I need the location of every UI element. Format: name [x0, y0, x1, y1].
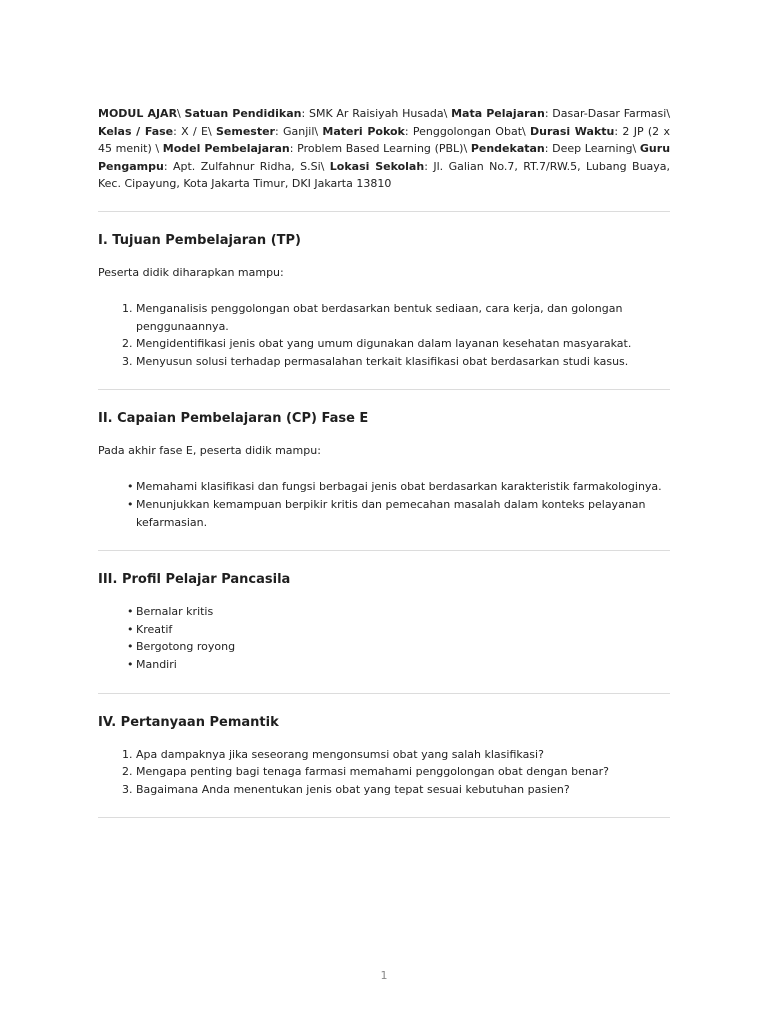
list-item: 2. Mengidentifikasi jenis obat yang umum digunakan dalam layanan kesehatan masyarakat. [122, 337, 632, 351]
list-item: • Kreatif [127, 622, 173, 636]
header-value: 2 JP (2 x 45 menit) [98, 124, 670, 156]
header-value: Jl. Galian No.7, RT.7/RW.5, Lubang Buaya, Kec. Cipayung, Kota Jakarta Timur, DKI Jakarta 13810 [98, 159, 671, 191]
numbered-list [98, 300, 670, 370]
header-value: Problem Based Learning (PBL) [297, 142, 464, 156]
header-value: Deep Learning [552, 142, 633, 156]
list-item: 3. Menyusun solusi terhadap permasalahan terkait klasifikasi obat berdasarkan studi kasus. [122, 354, 629, 368]
section-title: III. Profil Pelajar Pancasila [98, 572, 291, 588]
section-title: I. Tujuan Pembelajaran (TP) [98, 232, 301, 248]
header-label: Kelas / Fase [98, 124, 174, 138]
section-title: II. Capaian Pembelajaran (CP) Fase E [98, 411, 369, 427]
list-item: • Menunjukkan kemampuan berpikir kritis dan pemecahan masalah dalam konteks pelayanan kefarmasian. [127, 497, 646, 529]
divider [98, 817, 670, 818]
section-tujuan-pembelajaran [98, 212, 670, 370]
document-page [98, 97, 670, 818]
header-value: Penggolongan Obat [412, 124, 523, 138]
header-label: MODUL AJAR [98, 107, 178, 120]
list-item: 1. Menganalisis penggolongan obat berdasarkan bentuk sediaan, cara kerja, dan golongan penggunaannya. [122, 301, 623, 333]
numbered-list [98, 746, 670, 799]
section-title: IV. Pertanyaan Pemantik [98, 714, 279, 730]
bullet-list [98, 478, 670, 531]
header-label: Satuan Pendidikan [184, 107, 302, 120]
header-value: Apt. Zulfahnur Ridha, S.Si [172, 159, 321, 173]
list-item: 3. Bagaimana Anda menentukan jenis obat yang tepat sesuai kebutuhan pasien? [122, 782, 570, 796]
bullet-list [98, 603, 670, 673]
page-number: 1 [380, 969, 388, 982]
section-profil-pelajar [98, 551, 670, 673]
header-value: SMK Ar Raisiyah Husada [308, 107, 444, 120]
section-capaian-pembelajaran [98, 390, 670, 531]
section-intro: Peserta didik diharapkan mampu: [98, 265, 284, 279]
list-item: 1. Apa dampaknya jika seseorang mengonsumsi obat yang salah klasifikasi? [122, 747, 544, 761]
section-intro: Pada akhir fase E, peserta didik mampu: [98, 444, 321, 458]
header-label: Lokasi Sekolah [329, 159, 425, 173]
header-label: Semester [215, 124, 275, 138]
list-item: • Bergotong royong [127, 640, 236, 654]
header-label: Mata Pelajaran [451, 107, 545, 120]
list-item: • Bernalar kritis [127, 605, 214, 619]
header-label: Pendekatan [470, 142, 545, 156]
header-value: Ganjil [283, 124, 315, 138]
list-item: 2. Mengapa penting bagi tenaga farmasi memahami penggolongan obat dengan benar? [122, 765, 609, 779]
header-value: X / E [181, 124, 208, 138]
section-pertanyaan-pemantik [98, 694, 670, 799]
list-item: • Memahami klasifikasi dan fungsi berbagai jenis obat berdasarkan karakteristik farmakologinya. [127, 480, 662, 494]
header-label: Guru Pengampu [98, 142, 671, 173]
header-value: Dasar-Dasar Farmasi [552, 107, 667, 120]
list-item: • Mandiri [127, 657, 177, 671]
header-label: Materi Pokok [322, 124, 405, 138]
module-header: MODUL AJAR\ Satuan Pendidikan: SMK Ar Raisiyah Husada\ Mata Pelajaran: Dasar-Dasar Farmasi\ Kelas / Fase: X / E\ Semester: Ganjil\ Materi Pokok: Penggolongan Obat\ Durasi Waktu: 2 JP (2 x 45 menit) \ Model Pembelajaran: Problem Based Learning (PBL)\ Pendekatan: Deep Learning\ Guru Pengampu: Apt. Zulfahnur Ridha, S.Si\ Lokasi Sekolah: Jl. Galian No.7, RT.7/RW.5, Lubang Buaya, Kec. Cipayung, Kota Jakarta Timur, DKI Jakarta 13810 [98, 107, 671, 191]
header-label: Durasi Waktu [530, 124, 615, 138]
header-label: Model Pembelajaran [162, 142, 290, 156]
